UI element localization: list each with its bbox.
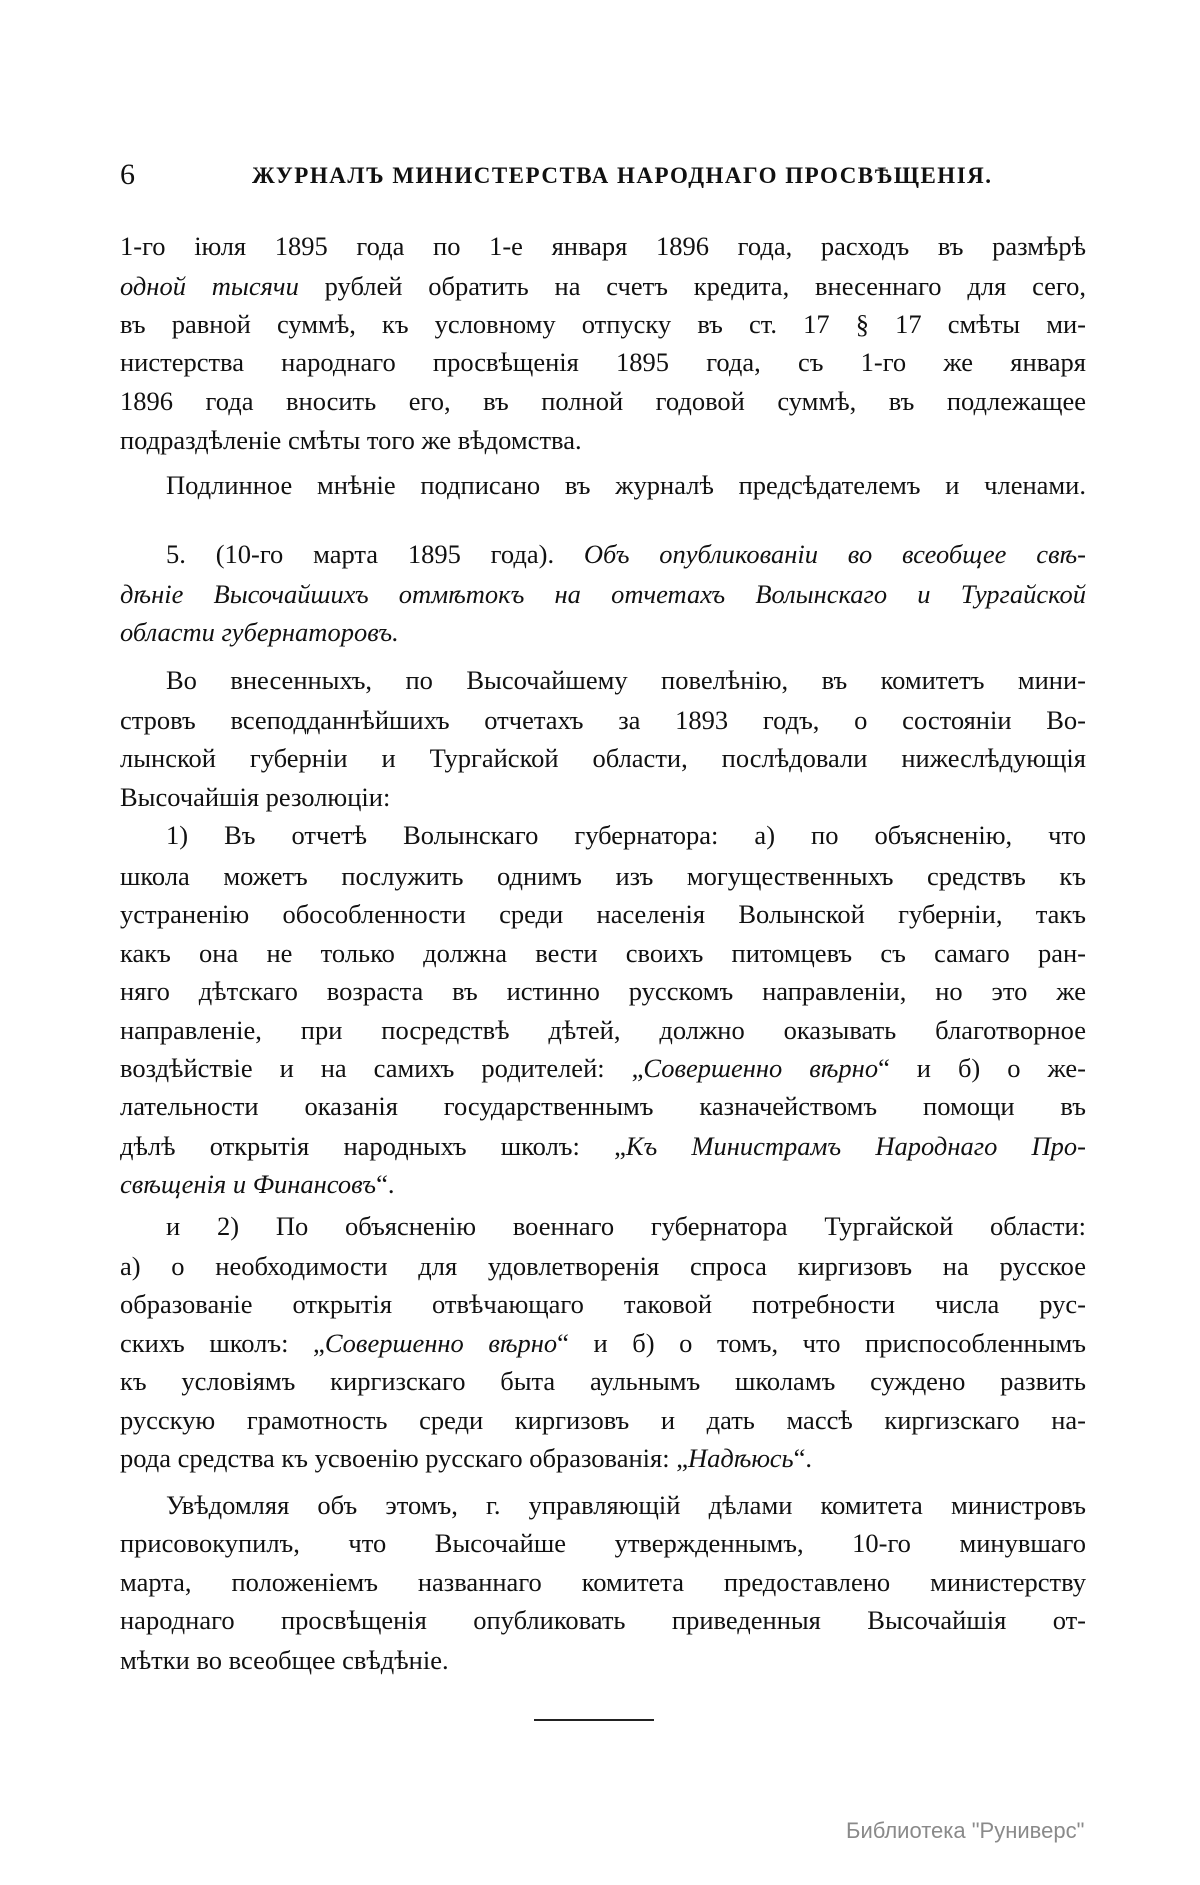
- text-line: [166, 465, 1086, 505]
- text-line: [120, 1562, 1086, 1602]
- italic-text: Къ Министрамъ Народнаго Про-: [625, 1131, 1086, 1161]
- text-line: [120, 574, 1086, 614]
- text-line: [120, 1600, 1086, 1640]
- text-line: [120, 381, 1086, 421]
- text-line: [120, 1523, 1086, 1563]
- text-line: [120, 1400, 1086, 1440]
- text-line: [120, 1010, 1086, 1050]
- text-segment: рублей обратить на счетъ кредита, внесеннаго для сего,: [298, 271, 1086, 301]
- text-segment: и 2) По объясненію военнаго губернатора Тургайской области:: [166, 1211, 1086, 1241]
- text-line: [120, 1640, 1086, 1680]
- text-line: [120, 1323, 1086, 1363]
- text-segment: какъ она не только должна вести своихъ питомцевъ съ самаго ран-: [120, 938, 1086, 968]
- text-line: [166, 534, 1086, 574]
- text-line: [120, 1126, 1086, 1166]
- text-segment: “.: [793, 1443, 812, 1473]
- text-segment: марта, положеніемъ названнаго комитета предоставлено министерству: [120, 1567, 1086, 1597]
- text-segment: народнаго просвѣщенія опубликовать приведенныя Высочайшія от-: [120, 1605, 1086, 1635]
- text-line: [120, 1284, 1086, 1324]
- italic-text: Надѣюсь: [687, 1443, 794, 1473]
- text-segment: стровъ всеподданнѣйшихъ отчетахъ за 1893 годъ, о состояніи Во-: [120, 705, 1086, 735]
- italic-text: Совершенно вѣрно: [643, 1053, 879, 1083]
- text-line: [120, 1246, 1086, 1286]
- text-line: [166, 660, 1086, 700]
- text-line: [120, 226, 1086, 266]
- text-segment: русскую грамотность среди киргизовъ и дать массѣ киргизскаго на-: [120, 1405, 1086, 1435]
- text-segment: “ и б) о же-: [878, 1053, 1086, 1083]
- text-line: [120, 420, 1086, 460]
- text-segment: няго дѣтскаго возраста въ истинно русскомъ направленіи, но это же: [120, 976, 1086, 1006]
- text-line: [120, 612, 1086, 652]
- section-end-rule: [534, 1719, 654, 1721]
- text-segment: 1) Въ отчетѣ Волынскаго губернатора: а) по объясненію, что: [166, 820, 1086, 850]
- text-line: [120, 738, 1086, 778]
- text-segment: 1896 года вносить его, въ полной годовой суммѣ, въ подлежащее: [120, 386, 1086, 416]
- text-segment: рода средства къ усвоенію русскаго образованія: „: [120, 1443, 688, 1473]
- library-watermark: Библиотека "Руниверс": [846, 1818, 1085, 1843]
- text-segment: Увѣдомляя объ этомъ, г. управляющій дѣлами комитета министровъ: [166, 1490, 1086, 1520]
- text-line: [120, 971, 1086, 1011]
- text-segment: подраздѣленіе смѣты того же вѣдомства.: [120, 425, 582, 455]
- text-line: [120, 1438, 1086, 1478]
- text-line: [166, 1485, 1086, 1525]
- text-line: [120, 342, 1086, 382]
- text-line: [166, 1206, 1086, 1246]
- text-line: [120, 777, 1086, 817]
- text-line: [120, 933, 1086, 973]
- running-title: ЖУРНАЛЪ МИНИСТЕРСТВА НАРОДНАГО ПРОСВѢЩЕНІЯ.: [252, 163, 993, 188]
- text-segment: Высочайшія резолюціи:: [120, 782, 391, 812]
- text-segment: дѣлѣ открытія народныхъ школъ: „: [120, 1131, 626, 1161]
- text-line: [120, 1164, 1086, 1204]
- text-segment: лынской губерніи и Тургайской области, послѣдовали нижеслѣдующія: [120, 743, 1086, 773]
- text-segment: Во внесенныхъ, по Высочайшему повелѣнію, въ комитетъ мини-: [166, 665, 1086, 695]
- text-line: [120, 1361, 1086, 1401]
- text-line: [120, 856, 1086, 896]
- page-number: 6: [120, 158, 135, 191]
- text-line: [166, 815, 1086, 855]
- text-segment: “ и б) о томъ, что приспособленнымъ: [557, 1328, 1086, 1358]
- text-segment: скихъ школъ: „: [120, 1328, 325, 1358]
- text-segment: нистерства народнаго просвѣщенія 1895 года, съ 1-го же января: [120, 347, 1086, 377]
- text-segment: устраненію обособленности среди населенія Волынской губерніи, такъ: [120, 899, 1086, 929]
- text-segment: въ равной суммѣ, къ условному отпуску въ ст. 17 § 17 смѣты ми-: [120, 309, 1086, 339]
- italic-text: Совершенно вѣрно: [324, 1328, 558, 1358]
- italic-text: одной тысячи: [120, 271, 299, 301]
- text-segment: школа можетъ послужить однимъ изъ могущественныхъ средствъ къ: [120, 861, 1086, 891]
- text-line: [120, 266, 1086, 306]
- text-line: [120, 1086, 1086, 1126]
- italic-text: Объ опубликованіи во всеобщее свѣ-: [583, 539, 1086, 569]
- italic-text: области губернаторовъ.: [120, 617, 399, 647]
- text-segment: присовокупилъ, что Высочайше утвержденнымъ, 10-го минувшаго: [120, 1528, 1086, 1558]
- text-line: [120, 304, 1086, 344]
- text-segment: мѣтки во всеобщее свѣдѣніе.: [120, 1645, 449, 1675]
- text-segment: къ условіямъ киргизскаго быта аульнымъ школамъ суждено развить: [120, 1366, 1086, 1396]
- text-segment: Подлинное мнѣніе подписано въ журналѣ предсѣдателемъ и членами.: [166, 470, 1086, 500]
- text-segment: направленіе, при посредствѣ дѣтей, должно оказывать благотворное: [120, 1015, 1086, 1045]
- text-segment: воздѣйствіе и на самихъ родителей: „: [120, 1053, 644, 1083]
- text-segment: а) о необходимости для удовлетворенія спроса киргизовъ на русское: [120, 1251, 1086, 1281]
- text-segment: 1-го іюля 1895 года по 1-е января 1896 года, расходъ въ размѣрѣ: [120, 231, 1086, 261]
- text-line: [120, 1048, 1086, 1088]
- text-segment: образованіе открытія отвѣчающаго таковой потребности числа рус-: [120, 1289, 1086, 1319]
- italic-text: свѣщенія и Финансовъ: [120, 1169, 377, 1199]
- text-segment: “.: [376, 1169, 395, 1199]
- italic-text: дѣніе Высочайшихъ отмѣтокъ на отчетахъ Волынскаго и Тургайской: [120, 579, 1086, 609]
- text-segment: 5. (10-го марта 1895 года).: [166, 539, 584, 569]
- text-line: [120, 700, 1086, 740]
- text-segment: лательности оказанія государственнымъ казначействомъ помощи въ: [120, 1091, 1086, 1121]
- text-line: [120, 894, 1086, 934]
